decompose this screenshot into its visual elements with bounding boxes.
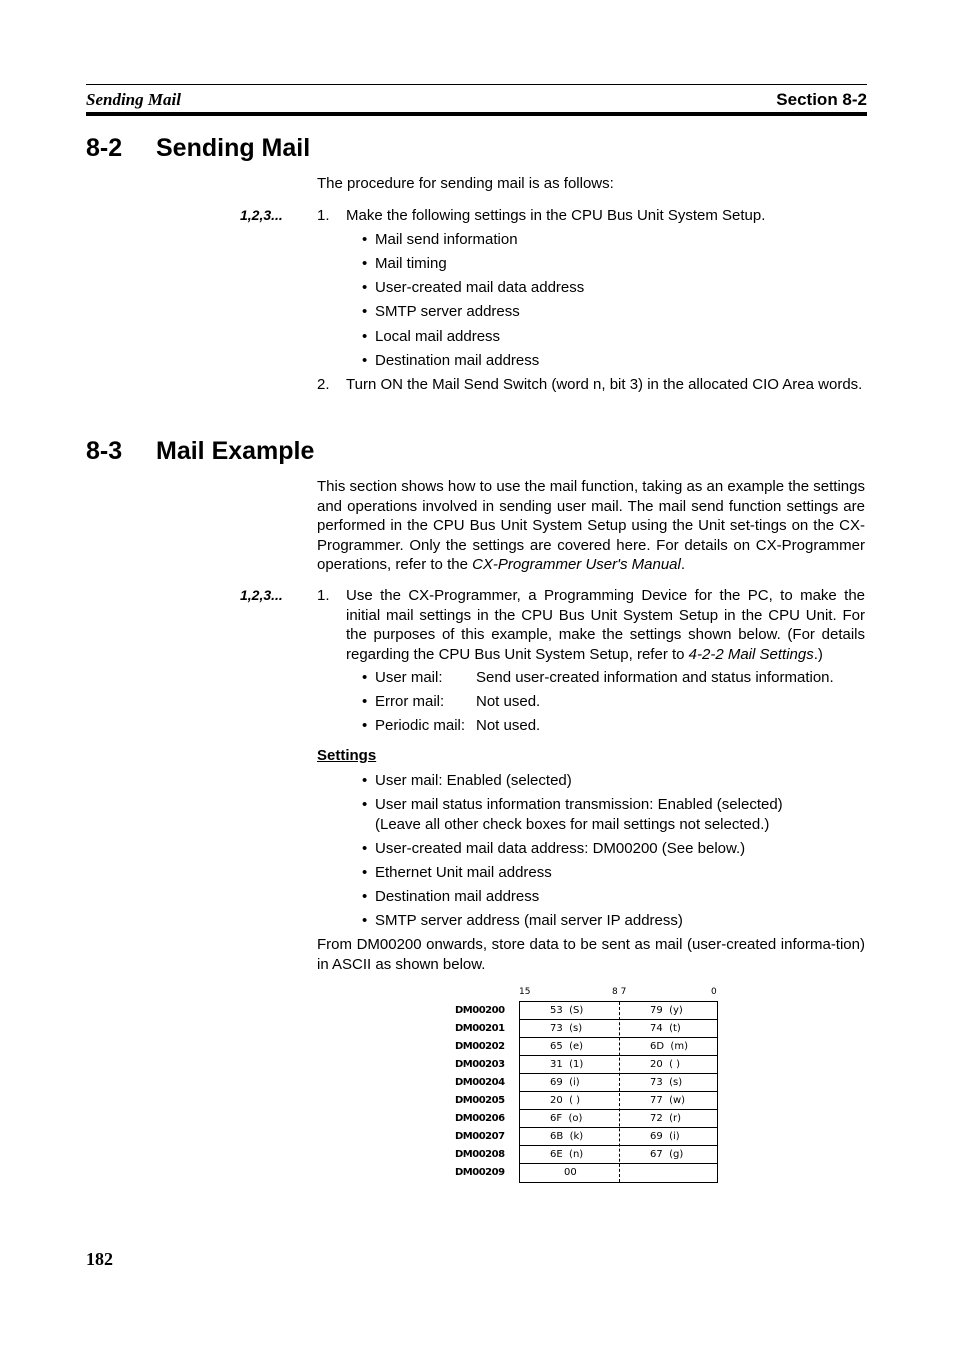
list-item: • SMTP server address (362, 303, 520, 320)
bit-label-15: 15 (519, 987, 531, 997)
list-item: • Mail send information (362, 231, 518, 248)
table-cell-low: 74 (t) (650, 1023, 681, 1034)
table-cell-low: 77 (w) (650, 1095, 686, 1106)
running-header-section: Section 8-2 (776, 90, 867, 109)
list-item: • SMTP server address (mail server IP address) (362, 912, 683, 929)
list-item: • Error mail: Not used. (362, 693, 541, 710)
section-number: 8-2 (86, 134, 123, 162)
bit-label-8-7: 8 7 (612, 987, 627, 997)
table-cell-high: 00 (564, 1167, 577, 1178)
table-cell-low: 79 (y) (650, 1005, 683, 1016)
dm-address: DM00206 (455, 1113, 505, 1124)
list-item: • Ethernet Unit mail address (362, 864, 552, 881)
example-step-1 (317, 586, 865, 664)
section-heading-8-3 (86, 437, 314, 466)
dm-address: DM00204 (455, 1077, 505, 1088)
step-text: Use the CX-Programmer, a Programming Device for the PC, to make the initial mail settings in the CPU Bus Unit System Setup in the CPU Unit. For the purposes of this example, make the settings shown below. (For details regarding the CPU Bus Unit System Setup, refer to 4-2-2 Mail Settings.) (346, 587, 865, 663)
list-item: • User-created mail data address: DM00200 (See below.) (362, 840, 746, 857)
mail-example-intro: This section shows how to use the mail function, taking as an example the settings and operations involved in sending user mail. The mail send function settings are performed in the CPU Bus Unit System Setup using the Unit set-tings on the CX-Programmer. Only the settings are covered here. For details on CX-Programmer operations, refer to the CX-Programmer User's Manual. (317, 478, 865, 573)
dm-address: DM00201 (455, 1023, 505, 1034)
dm-address: DM00207 (455, 1131, 505, 1142)
table-cell-high: 6F (o) (550, 1113, 583, 1124)
settings-heading: Settings (317, 747, 377, 764)
step-number: 2. (317, 376, 330, 393)
list-item: • Local mail address (362, 328, 501, 345)
list-item: • User mail status information transmission: Enabled (selected) (Leave all other check boxes for mail settings not selected.) (362, 796, 783, 833)
dm-address: DM00209 (455, 1167, 505, 1178)
header-rule-bottom (86, 112, 867, 116)
list-item: • Periodic mail: Not used. (362, 717, 541, 734)
bit-label-0: 0 (711, 987, 717, 997)
step-marker: 1,2,3... (240, 587, 283, 603)
section-number: 8-3 (86, 437, 123, 465)
step-marker: 1,2,3... (240, 207, 283, 223)
settings-note: (Leave all other check boxes for mail settings not selected.) (375, 815, 770, 833)
table-cell-high: 31 (1) (550, 1059, 584, 1070)
list-item: • User-created mail data address (362, 279, 585, 296)
page-number: 182 (86, 1249, 113, 1269)
table-cell-low: 67 (g) (650, 1149, 684, 1160)
dm-address: DM00203 (455, 1059, 505, 1070)
dm-address: DM00205 (455, 1095, 505, 1106)
dm-grid (519, 1001, 718, 1183)
table-cell-high: 6B (k) (550, 1131, 584, 1142)
table-cell-low: 72 (r) (650, 1113, 681, 1124)
section-heading-8-2 (86, 134, 310, 163)
table-cell-high: 53 (S) (550, 1005, 584, 1016)
step-number: 1. (317, 207, 330, 224)
dm-address: DM00202 (455, 1041, 505, 1052)
list-item: • Destination mail address (362, 352, 540, 369)
step-text: Make the following settings in the CPU Bus Unit System Setup. (346, 207, 766, 224)
sending-mail-intro: The procedure for sending mail is as follows: (317, 175, 614, 192)
table-cell-low: 69 (i) (650, 1131, 680, 1142)
table-cell-low: 20 ( ) (650, 1059, 681, 1070)
list-item: • User mail: Send user-created information and status information. (362, 669, 834, 686)
table-cell-low: 73 (s) (650, 1077, 683, 1088)
ascii-outro: From DM00200 onwards, store data to be sent as mail (user-created informa-tion) in ASCII as shown below. (317, 936, 865, 973)
step-1 (317, 206, 865, 226)
list-item: • Destination mail address (362, 888, 540, 905)
list-item: • Mail timing (362, 255, 447, 272)
section-reference: 4-2-2 Mail Settings (688, 645, 814, 663)
byte-divider (619, 1002, 620, 1182)
manual-reference: CX-Programmer User's Manual (472, 556, 681, 573)
table-cell-high: 73 (s) (550, 1023, 583, 1034)
table-cell-high: 69 (i) (550, 1077, 580, 1088)
section-title: Sending Mail (156, 134, 311, 162)
list-item: • User mail: Enabled (selected) (362, 772, 572, 789)
dm-memory-table (455, 987, 725, 1187)
table-cell-low: 6D (m) (650, 1041, 688, 1052)
table-cell-high: 6E (n) (550, 1149, 584, 1160)
header-rule-top (86, 84, 867, 85)
section-title: Mail Example (156, 437, 315, 465)
step-text: Turn ON the Mail Send Switch (word n, bit 3) in the allocated CIO Area words. (346, 376, 863, 393)
step-2 (317, 375, 865, 395)
dm-address: DM00200 (455, 1005, 505, 1016)
table-cell-high: 20 ( ) (550, 1095, 581, 1106)
running-header-chapter: Sending Mail (86, 90, 181, 109)
table-cell-high: 65 (e) (550, 1041, 584, 1052)
step-number: 1. (317, 587, 330, 604)
dm-address: DM00208 (455, 1149, 505, 1160)
